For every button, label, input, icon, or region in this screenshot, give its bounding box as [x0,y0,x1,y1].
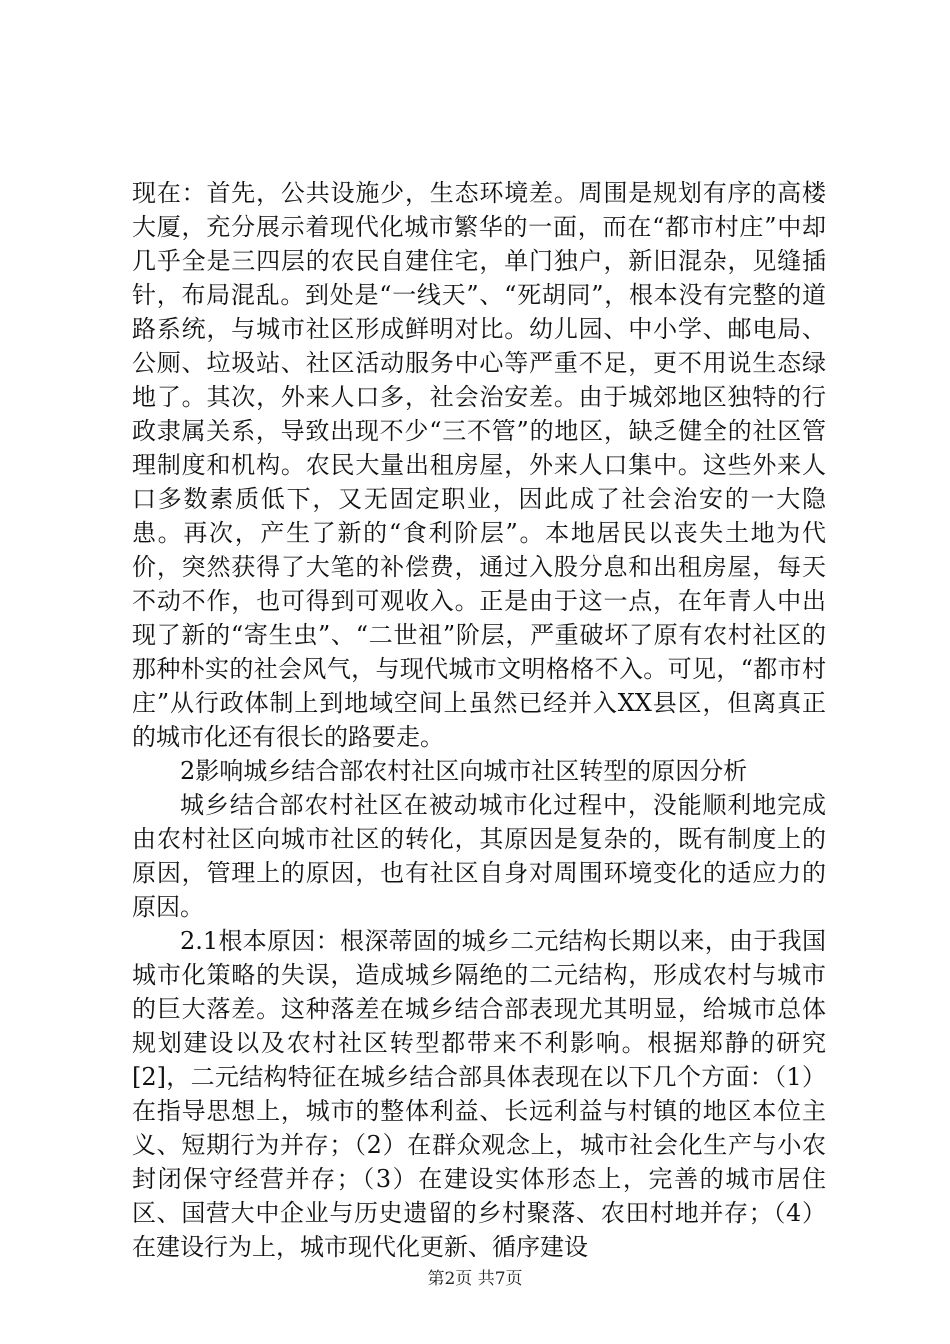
paragraph-urban-village-status: 现在：首先，公共设施少，生态环境差。周围是规划有序的高楼大厦，充分展示着现代化城市繁华的一面，而在“都市村庄”中却几乎全是三四层的农民自建住宅，单门独户，新旧混杂，见缝插针，布局混乱。到处是“一线天”、“死胡同”，根本没有完整的道路系统，与城市社区形成鲜明对比。幼儿园、中小学、邮电局、公厕、垃圾站、社区活动服务中心等严重不足，更不用说生态绿地了。其次，外来人口多，社会治安差。由于城郊地区独特的行政隶属关系，导致出现不少“三不管”的地区，缺乏健全的社区管理制度和机构。农民大量出租房屋，外来人口集中。这些外来人口多数素质低下，又无固定职业，因此成了社会治安的一大隐患。再次，产生了新的“食利阶层”。本地居民以丧失土地为代价，突然获得了大笔的补偿费，通过入股分息和出租房屋，每天不动不作，也可得到可观收入。正是由于这一点，在年青人中出现了新的“寄生虫”、“二世祖”阶层，严重破坏了原有农村社区的那种朴实的社会风气，与现代城市文明格格不入。可见，“都市村庄”从行政体制上到地域空间上虽然已经并入XX县区，但离真正的城市化还有很长的路要走。 [132,179,826,751]
document-body [132,176,826,1264]
page-number: 第2页 共7页 [427,1269,523,1289]
page-footer [0,1268,950,1290]
section-heading-2: 2影响城乡结合部农村社区向城市社区转型的原因分析 [180,757,748,785]
paragraph-cause-overview: 城乡结合部农村社区在被动城市化过程中，没能顺利地完成由农村社区向城市社区的转化，其原因是复杂的，既有制度上的原因，管理上的原因，也有社区自身对周围环境变化的适应力的原因。 [132,791,826,921]
paragraph-root-cause: 2.1根本原因：根深蒂固的城乡二元结构长期以来，由于我国城市化策略的失误，造成城乡隔绝的二元结构，形成农村与城市的巨大落差。这种落差在城乡结合部表现尤其明显，给城市总体规划建设以及农村社区转型都带来不利影响。根据郑静的研究[2]，二元结构特征在城乡结合部具体表现在以下几个方面：（1）在指导思想上，城市的整体利益、长远利益与村镇的地区本位主义、短期行为并存；（2）在群众观念上，城市社会化生产与小农封闭保守经营并存；（3）在建设实体形态上，完善的城市居住区、国营大中企业与历史遗留的乡村聚落、农田村地并存；（4）在建设行为上，城市现代化更新、循序建设 [132,927,826,1261]
